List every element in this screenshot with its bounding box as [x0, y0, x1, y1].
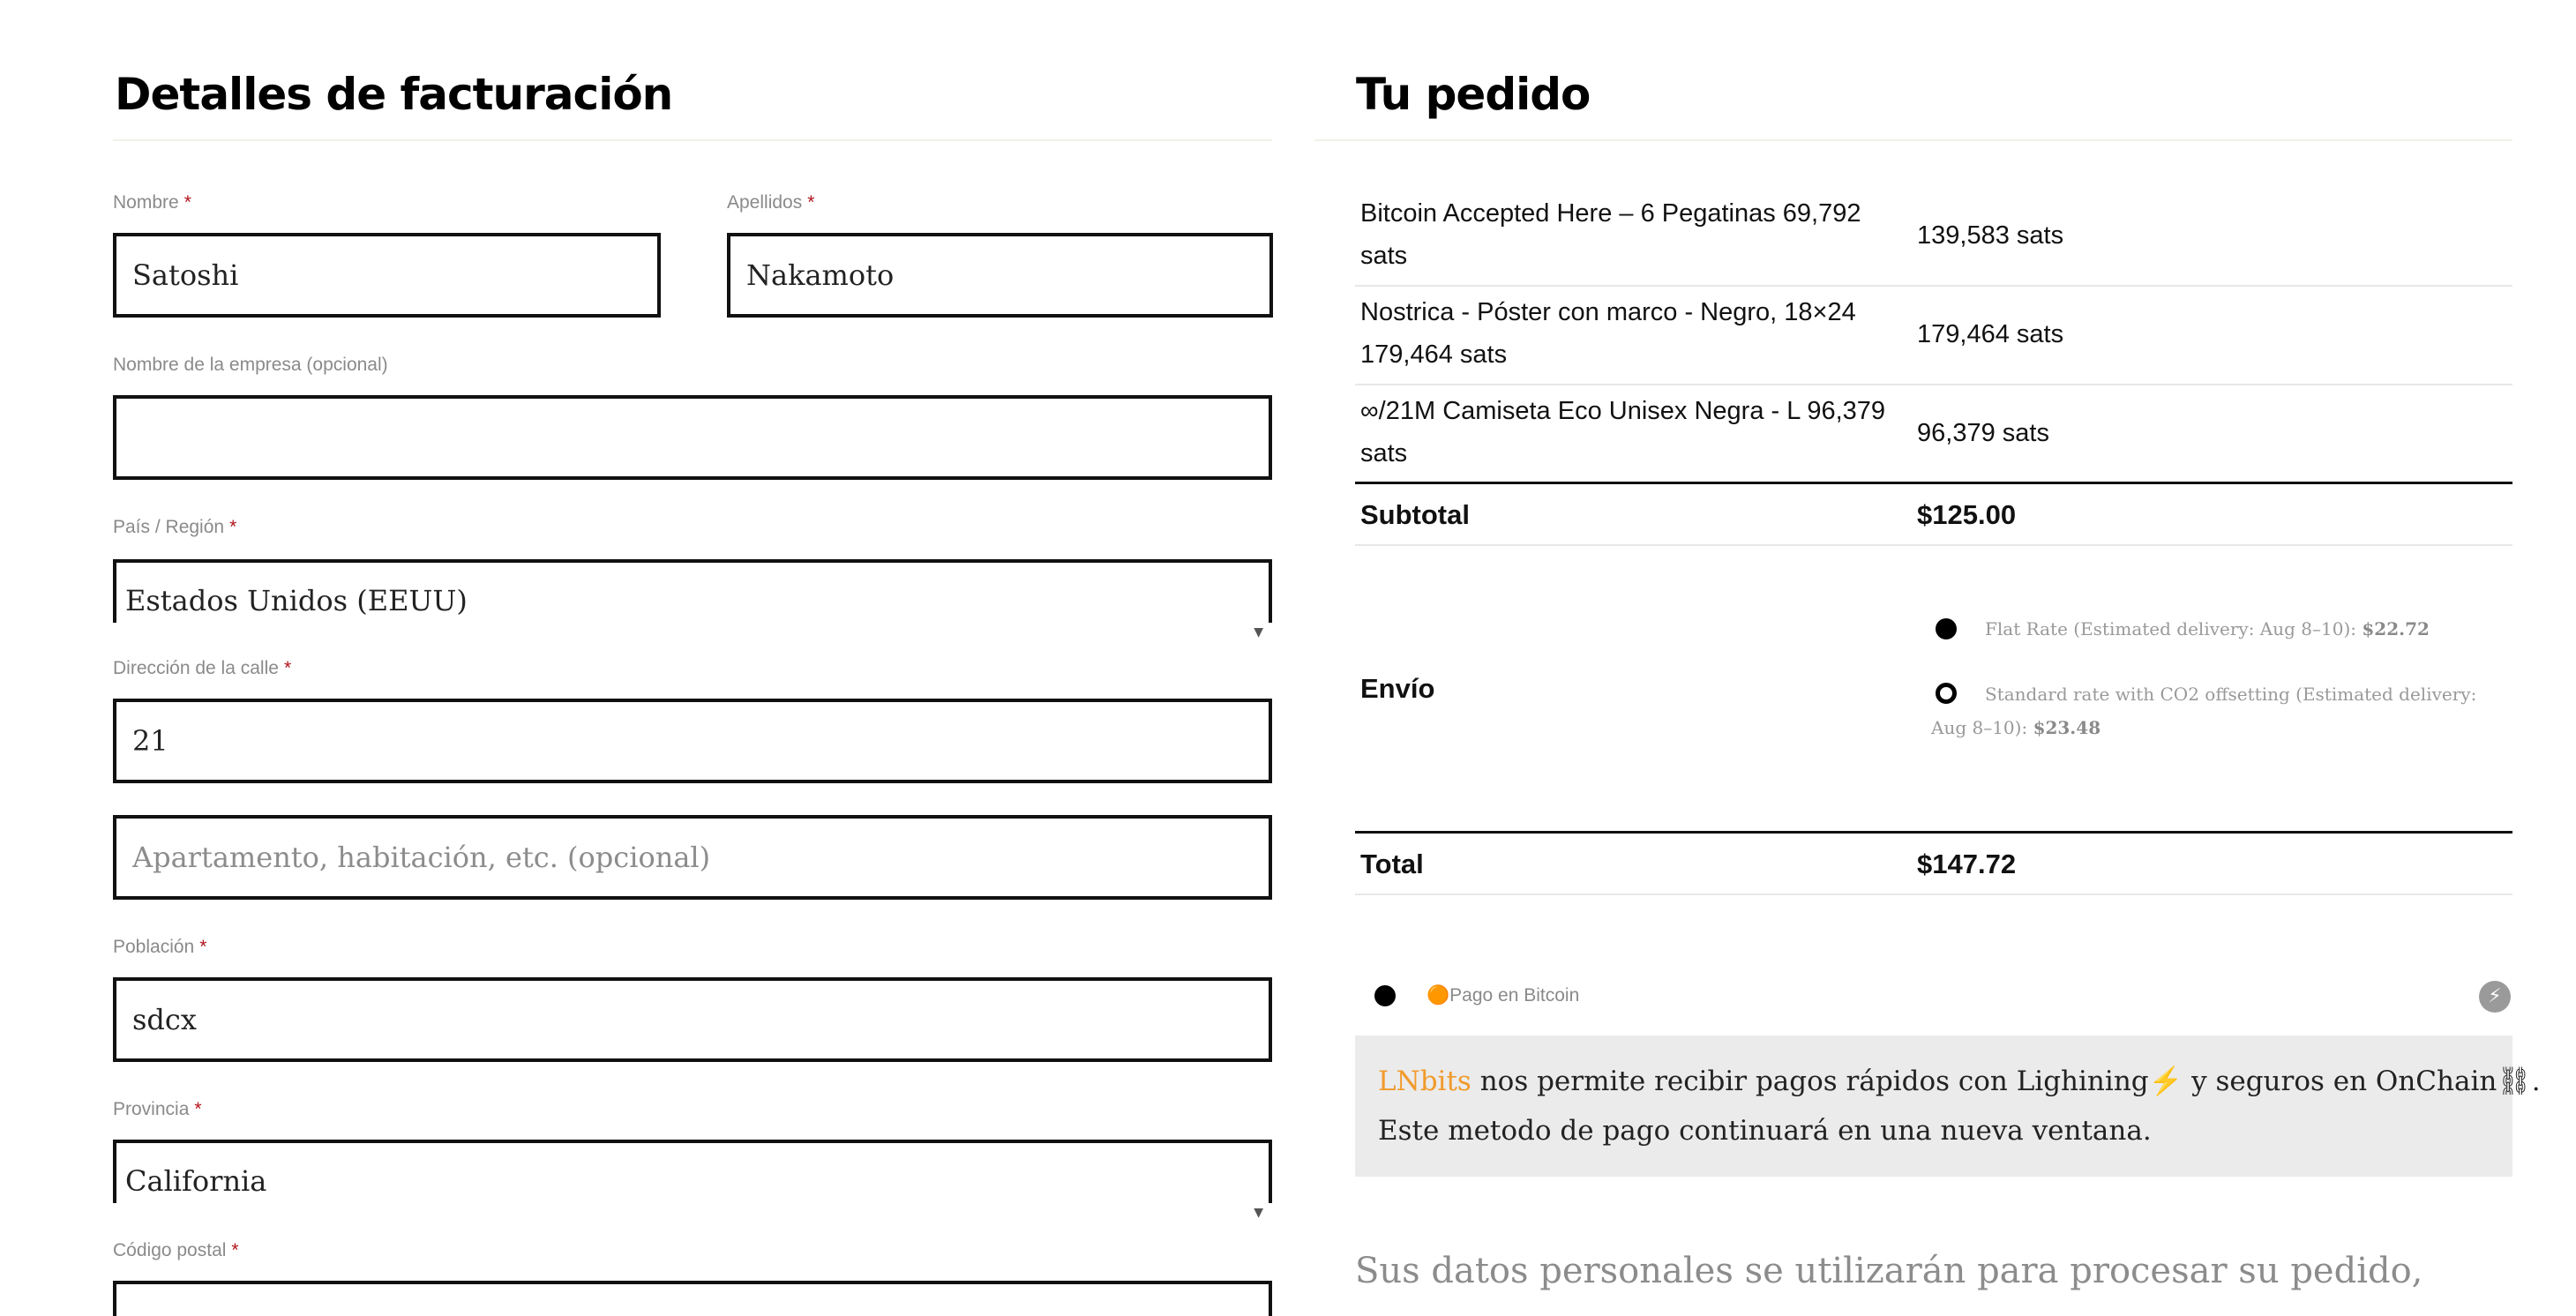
chevron-down-icon: ▼ [1254, 1206, 1263, 1220]
subtotal-value: $125.00 [1917, 499, 2017, 530]
total-label: Total [1360, 849, 1424, 879]
state-label: Provincia * [113, 1099, 202, 1119]
state-select-value: California [125, 1164, 267, 1198]
city-label: Población * [113, 937, 207, 957]
shipping-radio-flat-rate[interactable] [1936, 618, 1957, 639]
country-select[interactable] [113, 559, 1272, 639]
order-row-divider [1355, 384, 2512, 385]
first-name-label: Nombre * [113, 192, 191, 213]
billing-title-divider [113, 139, 1272, 141]
order-total-divider [1355, 831, 2512, 834]
subtotal-label: Subtotal [1360, 499, 1470, 530]
payment-radio-bitcoin[interactable] [1374, 985, 1396, 1006]
order-item-total: 139,583 sats [1917, 221, 2064, 250]
lnbits-link[interactable]: LNbits [1378, 1066, 1471, 1097]
city-input[interactable] [113, 977, 1272, 1062]
chevron-down-icon: ▼ [1254, 625, 1263, 639]
order-title: Tu pedido [1356, 69, 1591, 120]
street-label: Dirección de la calle * [113, 658, 292, 678]
billing-title: Detalles de facturación [115, 69, 673, 120]
street-address-input[interactable] [113, 699, 1272, 783]
last-name-label: Apellidos * [727, 192, 815, 213]
country-select-value: Estados Unidos (EEUU) [125, 584, 468, 617]
payment-description: LNbits nos permite recibir pagos rápidos con Lighining⚡ y seguros en OnChain⛓. Este metodo de pago continuará en una nueva ventana. [1378, 1066, 2541, 1147]
order-item-total: 96,379 sats [1917, 419, 2049, 447]
total-value: $147.72 [1917, 849, 2017, 879]
order-row-divider [1355, 894, 2512, 895]
payment-description-box [1355, 1036, 2541, 1177]
company-input[interactable] [113, 395, 1272, 480]
shipping-label: Envío [1360, 673, 1435, 704]
lightning-bolt-icon: ⚡ [2479, 981, 2511, 1013]
order-item-name: ∞/21M Camiseta Eco Unisex Negra - L 96,379 sats [1360, 397, 1886, 467]
country-label: País / Región * [113, 517, 237, 537]
shipping-option-flat-rate[interactable]: Flat Rate (Estimated delivery: Aug 8–10): $22.72 [1985, 618, 2430, 639]
company-label: Nombre de la empresa (opcional) [113, 355, 388, 375]
order-row-divider [1355, 544, 2512, 546]
order-row-divider [1355, 285, 2512, 287]
state-select[interactable] [113, 1140, 1272, 1220]
order-subtotal-divider [1355, 482, 2512, 484]
order-item-name: Bitcoin Accepted Here – 6 Pegatinas 69,792 sats [1360, 199, 1861, 270]
apartment-input[interactable] [113, 815, 1272, 900]
order-item-name: Nostrica - Póster con marco - Negro, 18×24 179,464 sats [1360, 298, 1856, 369]
payment-method-bitcoin[interactable]: 🟠Pago en Bitcoin [1427, 984, 1580, 1006]
order-item-total: 179,464 sats [1917, 320, 2064, 348]
order-title-divider [1314, 139, 2512, 141]
first-name-input[interactable] [113, 233, 661, 318]
last-name-input[interactable] [727, 233, 1273, 318]
privacy-notice: Sus datos personales se utilizarán para procesar su pedido, [1355, 1251, 2423, 1291]
postcode-input[interactable] [113, 1281, 1272, 1316]
postcode-label: Código postal * [113, 1240, 239, 1260]
bitcoin-icon: 🟠 [1427, 984, 1450, 1006]
shipping-option-standard-rate[interactable]: Standard rate with CO2 offsetting (Estimated delivery: Aug 8–10): $23.48 [1931, 684, 2477, 738]
